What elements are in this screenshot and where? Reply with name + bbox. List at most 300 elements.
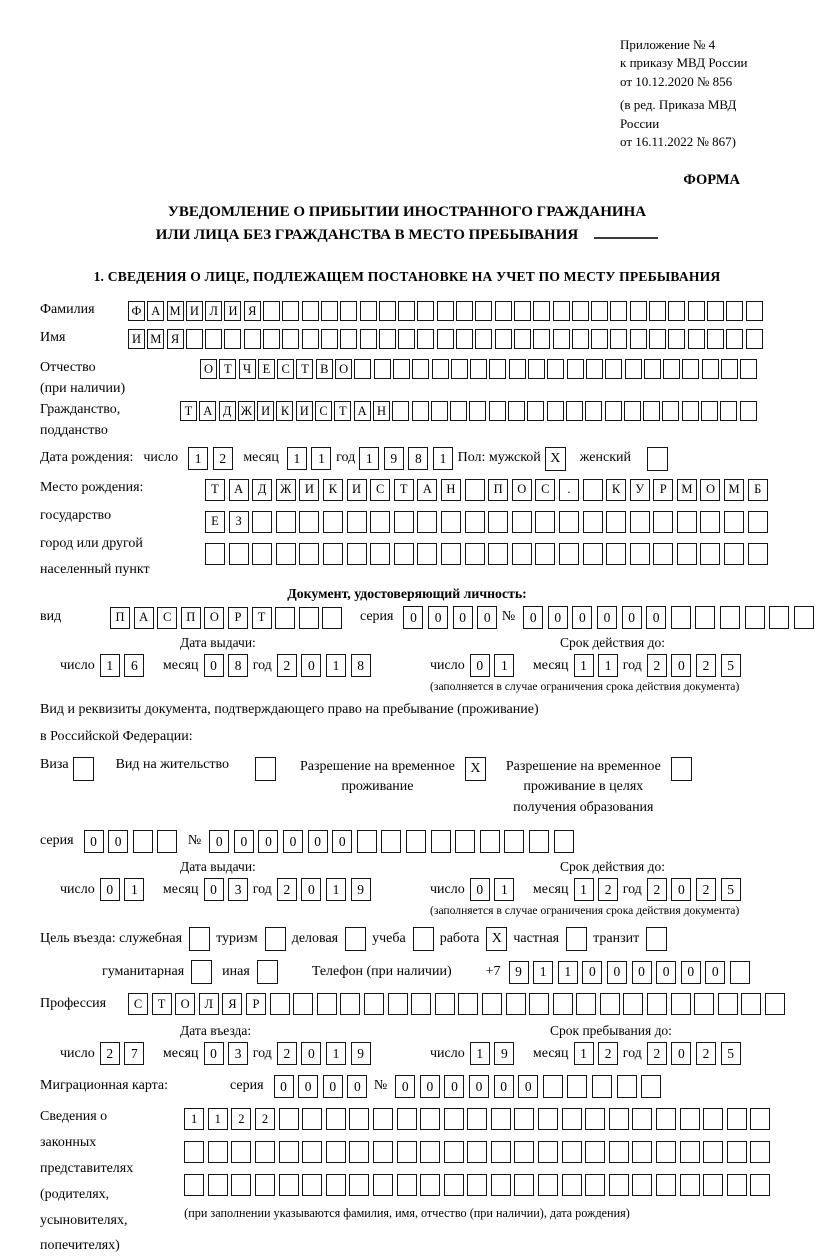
char-box[interactable]: [605, 359, 622, 379]
char-box[interactable]: [609, 1108, 629, 1130]
char-box[interactable]: [632, 1141, 652, 1163]
char-box[interactable]: [671, 993, 691, 1015]
char-box[interactable]: 2: [647, 654, 667, 677]
char-box[interactable]: 0: [420, 1075, 440, 1098]
char-box[interactable]: [554, 830, 574, 853]
char-box[interactable]: [302, 329, 319, 349]
char-box[interactable]: [668, 301, 685, 321]
entry-year-input[interactable]: [277, 1042, 375, 1065]
char-box[interactable]: [456, 329, 473, 349]
char-box[interactable]: [504, 830, 524, 853]
char-box[interactable]: И: [299, 479, 319, 501]
char-box[interactable]: [470, 359, 487, 379]
char-box[interactable]: О: [200, 359, 217, 379]
char-box[interactable]: [435, 993, 455, 1015]
char-box[interactable]: 9: [494, 1042, 514, 1065]
char-box[interactable]: [360, 301, 377, 321]
char-box[interactable]: 0: [470, 878, 490, 901]
char-box[interactable]: Л: [205, 301, 222, 321]
char-box[interactable]: [186, 329, 203, 349]
char-box[interactable]: 0: [301, 878, 321, 901]
char-box[interactable]: 1: [494, 878, 514, 901]
char-box[interactable]: 3: [228, 1042, 248, 1065]
char-box[interactable]: 0: [209, 830, 229, 853]
char-box[interactable]: [255, 1141, 275, 1163]
char-box[interactable]: [688, 329, 705, 349]
char-box[interactable]: [184, 1174, 204, 1196]
char-box[interactable]: 0: [444, 1075, 464, 1098]
visa-checkbox[interactable]: [73, 757, 94, 781]
char-box[interactable]: 0: [671, 1042, 691, 1065]
char-box[interactable]: [547, 359, 564, 379]
char-box[interactable]: [527, 401, 544, 421]
char-box[interactable]: О: [335, 359, 352, 379]
char-box[interactable]: З: [229, 511, 249, 533]
char-box[interactable]: М: [677, 479, 697, 501]
char-box[interactable]: Н: [441, 479, 461, 501]
char-box[interactable]: [364, 993, 384, 1015]
char-box[interactable]: С: [315, 401, 332, 421]
char-box[interactable]: [726, 329, 743, 349]
char-box[interactable]: .: [559, 479, 579, 501]
char-box[interactable]: 1: [574, 654, 594, 677]
mig-number-input[interactable]: [395, 1075, 666, 1098]
char-box[interactable]: [465, 479, 485, 501]
char-box[interactable]: [559, 543, 579, 565]
char-box[interactable]: 5: [721, 878, 741, 901]
char-box[interactable]: 0: [283, 830, 303, 853]
char-box[interactable]: [585, 401, 602, 421]
char-box[interactable]: [606, 511, 626, 533]
char-box[interactable]: П: [488, 479, 508, 501]
char-box[interactable]: X: [545, 447, 566, 471]
char-box[interactable]: 0: [234, 830, 254, 853]
char-box[interactable]: [450, 401, 467, 421]
char-box[interactable]: [417, 511, 437, 533]
char-box[interactable]: [252, 543, 272, 565]
legal-row-3[interactable]: [184, 1174, 774, 1196]
char-box[interactable]: Д: [219, 401, 236, 421]
char-box[interactable]: [720, 401, 737, 421]
char-box[interactable]: 0: [705, 961, 725, 984]
char-box[interactable]: 2: [696, 1042, 716, 1065]
char-box[interactable]: [559, 511, 579, 533]
char-box[interactable]: [323, 511, 343, 533]
char-box[interactable]: [205, 543, 225, 565]
char-box[interactable]: [514, 1141, 534, 1163]
entry-month-input[interactable]: [204, 1042, 253, 1065]
char-box[interactable]: 1: [574, 1042, 594, 1065]
char-box[interactable]: [322, 607, 342, 629]
char-box[interactable]: А: [354, 401, 371, 421]
char-box[interactable]: [533, 329, 550, 349]
private-checkbox[interactable]: [566, 927, 587, 951]
char-box[interactable]: [707, 301, 724, 321]
char-box[interactable]: 0: [477, 606, 497, 629]
char-box[interactable]: Ж: [276, 479, 296, 501]
char-box[interactable]: [529, 830, 549, 853]
char-box[interactable]: С: [128, 993, 148, 1015]
gender-female-checkbox[interactable]: [647, 447, 668, 471]
char-box[interactable]: Т: [296, 359, 313, 379]
char-box[interactable]: [538, 1108, 558, 1130]
surname-input[interactable]: [128, 301, 765, 321]
char-box[interactable]: [566, 401, 583, 421]
char-box[interactable]: 9: [351, 1042, 371, 1065]
char-box[interactable]: [279, 1174, 299, 1196]
char-box[interactable]: [302, 1174, 322, 1196]
stay-day-input[interactable]: [470, 1042, 519, 1065]
char-box[interactable]: [444, 1108, 464, 1130]
char-box[interactable]: 2: [647, 878, 667, 901]
char-box[interactable]: [769, 606, 789, 629]
business-checkbox[interactable]: [345, 927, 366, 951]
other-checkbox[interactable]: [257, 960, 278, 984]
char-box[interactable]: [625, 359, 642, 379]
char-box[interactable]: [547, 401, 564, 421]
char-box[interactable]: 0: [428, 606, 448, 629]
char-box[interactable]: [184, 1141, 204, 1163]
char-box[interactable]: 5: [721, 654, 741, 677]
char-box[interactable]: [231, 1141, 251, 1163]
char-box[interactable]: [397, 1108, 417, 1130]
char-box[interactable]: [721, 359, 738, 379]
char-box[interactable]: [727, 1141, 747, 1163]
char-box[interactable]: [703, 1141, 723, 1163]
char-box[interactable]: А: [134, 607, 154, 629]
char-box[interactable]: К: [606, 479, 626, 501]
char-box[interactable]: [323, 543, 343, 565]
char-box[interactable]: Н: [373, 401, 390, 421]
char-box[interactable]: Е: [258, 359, 275, 379]
char-box[interactable]: 1: [124, 878, 144, 901]
char-box[interactable]: 0: [204, 654, 224, 677]
char-box[interactable]: 6: [124, 654, 144, 677]
char-box[interactable]: 0: [453, 606, 473, 629]
char-box[interactable]: О: [204, 607, 224, 629]
char-box[interactable]: [388, 993, 408, 1015]
transit-checkbox[interactable]: [646, 927, 667, 951]
char-box[interactable]: [562, 1108, 582, 1130]
char-box[interactable]: [724, 511, 744, 533]
permit-number-input[interactable]: [209, 830, 578, 853]
char-box[interactable]: [671, 757, 692, 781]
char-box[interactable]: [455, 830, 475, 853]
char-box[interactable]: 2: [647, 1042, 667, 1065]
char-box[interactable]: [491, 1108, 511, 1130]
char-box[interactable]: [720, 606, 740, 629]
char-box[interactable]: [680, 1108, 700, 1130]
char-box[interactable]: [431, 401, 448, 421]
char-box[interactable]: А: [229, 479, 249, 501]
char-box[interactable]: [624, 401, 641, 421]
char-box[interactable]: [257, 960, 278, 984]
char-box[interactable]: [491, 1141, 511, 1163]
study-checkbox[interactable]: [413, 927, 434, 951]
char-box[interactable]: [529, 993, 549, 1015]
char-box[interactable]: [649, 301, 666, 321]
char-box[interactable]: [208, 1174, 228, 1196]
char-box[interactable]: [392, 401, 409, 421]
char-box[interactable]: [641, 1075, 661, 1098]
char-box[interactable]: [326, 1108, 346, 1130]
char-box[interactable]: 0: [84, 830, 104, 853]
char-box[interactable]: [299, 543, 319, 565]
legal-row-1[interactable]: [184, 1108, 774, 1130]
char-box[interactable]: 1: [433, 447, 453, 470]
char-box[interactable]: Р: [228, 607, 248, 629]
char-box[interactable]: 2: [277, 1042, 297, 1065]
char-box[interactable]: М: [147, 329, 164, 349]
char-box[interactable]: 0: [548, 606, 568, 629]
char-box[interactable]: [349, 1108, 369, 1130]
char-box[interactable]: Ж: [238, 401, 255, 421]
char-box[interactable]: [444, 1174, 464, 1196]
char-box[interactable]: [748, 511, 768, 533]
char-box[interactable]: 1: [326, 654, 346, 677]
doc-kind-input[interactable]: [110, 607, 346, 629]
gender-male-checkbox[interactable]: [545, 447, 566, 471]
char-box[interactable]: [718, 993, 738, 1015]
char-box[interactable]: М: [724, 479, 744, 501]
char-box[interactable]: 5: [721, 1042, 741, 1065]
char-box[interactable]: [632, 1174, 652, 1196]
char-box[interactable]: [340, 329, 357, 349]
char-box[interactable]: [630, 329, 647, 349]
char-box[interactable]: Т: [219, 359, 236, 379]
char-box[interactable]: [370, 511, 390, 533]
char-box[interactable]: [701, 401, 718, 421]
char-box[interactable]: [646, 927, 667, 951]
char-box[interactable]: [514, 301, 531, 321]
char-box[interactable]: [417, 329, 434, 349]
char-box[interactable]: [263, 301, 280, 321]
char-box[interactable]: [412, 401, 429, 421]
char-box[interactable]: [340, 993, 360, 1015]
char-box[interactable]: 0: [671, 878, 691, 901]
char-box[interactable]: [373, 1108, 393, 1130]
char-box[interactable]: [432, 359, 449, 379]
char-box[interactable]: 0: [108, 830, 128, 853]
char-box[interactable]: [750, 1141, 770, 1163]
char-box[interactable]: 1: [494, 654, 514, 677]
char-box[interactable]: [370, 543, 390, 565]
tourism-checkbox[interactable]: [265, 927, 286, 951]
char-box[interactable]: С: [157, 607, 177, 629]
char-box[interactable]: 0: [347, 1075, 367, 1098]
char-box[interactable]: И: [257, 401, 274, 421]
char-box[interactable]: [73, 757, 94, 781]
char-box[interactable]: [576, 993, 596, 1015]
permit-valid-day-input[interactable]: [470, 878, 519, 901]
char-box[interactable]: [270, 993, 290, 1015]
char-box[interactable]: Т: [152, 993, 172, 1015]
char-box[interactable]: [583, 543, 603, 565]
char-box[interactable]: X: [486, 927, 507, 951]
char-box[interactable]: [632, 1108, 652, 1130]
char-box[interactable]: [252, 511, 272, 533]
char-box[interactable]: [299, 511, 319, 533]
char-box[interactable]: [411, 993, 431, 1015]
char-box[interactable]: А: [147, 301, 164, 321]
char-box[interactable]: [730, 961, 750, 984]
char-box[interactable]: [682, 359, 699, 379]
char-box[interactable]: [586, 359, 603, 379]
char-box[interactable]: [465, 511, 485, 533]
char-box[interactable]: У: [630, 479, 650, 501]
char-box[interactable]: [724, 543, 744, 565]
char-box[interactable]: Я: [222, 993, 242, 1015]
char-box[interactable]: Т: [205, 479, 225, 501]
patronymic-input[interactable]: [200, 359, 760, 379]
char-box[interactable]: [567, 359, 584, 379]
char-box[interactable]: [794, 606, 814, 629]
char-box[interactable]: П: [110, 607, 130, 629]
char-box[interactable]: [398, 329, 415, 349]
char-box[interactable]: 1: [574, 878, 594, 901]
permit-issue-day-input[interactable]: [100, 878, 149, 901]
char-box[interactable]: 0: [274, 1075, 294, 1098]
char-box[interactable]: [656, 1141, 676, 1163]
char-box[interactable]: [467, 1108, 487, 1130]
char-box[interactable]: [514, 1174, 534, 1196]
char-box[interactable]: 0: [523, 606, 543, 629]
char-box[interactable]: [373, 1141, 393, 1163]
char-box[interactable]: [647, 447, 668, 471]
char-box[interactable]: [750, 1174, 770, 1196]
char-box[interactable]: [475, 301, 492, 321]
char-box[interactable]: 8: [228, 654, 248, 677]
char-box[interactable]: [467, 1174, 487, 1196]
char-box[interactable]: [275, 607, 295, 629]
char-box[interactable]: [643, 401, 660, 421]
char-box[interactable]: [482, 993, 502, 1015]
birth-month-input[interactable]: [287, 447, 336, 470]
char-box[interactable]: 0: [395, 1075, 415, 1098]
legal-row-2[interactable]: [184, 1141, 774, 1163]
char-box[interactable]: 1: [188, 447, 208, 470]
char-box[interactable]: Р: [246, 993, 266, 1015]
char-box[interactable]: К: [276, 401, 293, 421]
doc-valid-month-input[interactable]: [574, 654, 623, 677]
char-box[interactable]: И: [186, 301, 203, 321]
char-box[interactable]: [437, 329, 454, 349]
char-box[interactable]: 8: [351, 654, 371, 677]
char-box[interactable]: 0: [301, 654, 321, 677]
char-box[interactable]: [357, 830, 377, 853]
char-box[interactable]: [609, 1174, 629, 1196]
char-box[interactable]: 1: [533, 961, 553, 984]
char-box[interactable]: А: [199, 401, 216, 421]
stay-month-input[interactable]: [574, 1042, 623, 1065]
char-box[interactable]: [535, 511, 555, 533]
char-box[interactable]: О: [175, 993, 195, 1015]
char-box[interactable]: [677, 511, 697, 533]
doc-issue-day-input[interactable]: [100, 654, 149, 677]
char-box[interactable]: 2: [696, 654, 716, 677]
char-box[interactable]: [682, 401, 699, 421]
char-box[interactable]: [553, 993, 573, 1015]
char-box[interactable]: X: [465, 757, 486, 781]
char-box[interactable]: 0: [258, 830, 278, 853]
char-box[interactable]: Ф: [128, 301, 145, 321]
char-box[interactable]: 0: [470, 654, 490, 677]
char-box[interactable]: [630, 301, 647, 321]
char-box[interactable]: [495, 301, 512, 321]
char-box[interactable]: С: [370, 479, 390, 501]
char-box[interactable]: [671, 606, 691, 629]
doc-valid-year-input[interactable]: [647, 654, 745, 677]
char-box[interactable]: [609, 1141, 629, 1163]
char-box[interactable]: 0: [469, 1075, 489, 1098]
char-box[interactable]: [302, 301, 319, 321]
char-box[interactable]: М: [167, 301, 184, 321]
char-box[interactable]: Ч: [239, 359, 256, 379]
char-box[interactable]: 2: [277, 878, 297, 901]
char-box[interactable]: 0: [301, 1042, 321, 1065]
char-box[interactable]: [630, 511, 650, 533]
char-box[interactable]: 0: [204, 1042, 224, 1065]
char-box[interactable]: [451, 359, 468, 379]
char-box[interactable]: [592, 1075, 612, 1098]
char-box[interactable]: [347, 511, 367, 533]
char-box[interactable]: К: [323, 479, 343, 501]
entry-day-input[interactable]: [100, 1042, 149, 1065]
char-box[interactable]: [514, 329, 531, 349]
permit-issue-year-input[interactable]: [277, 878, 375, 901]
char-box[interactable]: 1: [208, 1108, 228, 1130]
char-box[interactable]: В: [316, 359, 333, 379]
char-box[interactable]: 0: [681, 961, 701, 984]
doc-issue-year-input[interactable]: [277, 654, 375, 677]
char-box[interactable]: 2: [231, 1108, 251, 1130]
char-box[interactable]: [326, 1141, 346, 1163]
char-box[interactable]: [528, 359, 545, 379]
char-box[interactable]: 0: [403, 606, 423, 629]
char-box[interactable]: [562, 1141, 582, 1163]
char-box[interactable]: И: [296, 401, 313, 421]
char-box[interactable]: 8: [408, 447, 428, 470]
char-box[interactable]: [656, 1174, 676, 1196]
char-box[interactable]: [374, 359, 391, 379]
permit-issue-month-input[interactable]: [204, 878, 253, 901]
char-box[interactable]: 0: [582, 961, 602, 984]
char-box[interactable]: И: [128, 329, 145, 349]
char-box[interactable]: [437, 301, 454, 321]
citizenship-input[interactable]: [180, 401, 759, 421]
char-box[interactable]: [347, 543, 367, 565]
char-box[interactable]: [727, 1108, 747, 1130]
char-box[interactable]: 1: [359, 447, 379, 470]
char-box[interactable]: Б: [748, 479, 768, 501]
char-box[interactable]: [417, 301, 434, 321]
char-box[interactable]: 2: [696, 878, 716, 901]
char-box[interactable]: Т: [252, 607, 272, 629]
doc-issue-month-input[interactable]: [204, 654, 253, 677]
char-box[interactable]: [349, 1174, 369, 1196]
char-box[interactable]: 2: [255, 1108, 275, 1130]
char-box[interactable]: [469, 401, 486, 421]
char-box[interactable]: [458, 993, 478, 1015]
char-box[interactable]: [397, 1174, 417, 1196]
char-box[interactable]: [514, 1108, 534, 1130]
char-box[interactable]: [562, 1174, 582, 1196]
char-box[interactable]: 1: [326, 878, 346, 901]
char-box[interactable]: 1: [287, 447, 307, 470]
char-box[interactable]: 1: [326, 1042, 346, 1065]
char-box[interactable]: [340, 301, 357, 321]
char-box[interactable]: [553, 301, 570, 321]
